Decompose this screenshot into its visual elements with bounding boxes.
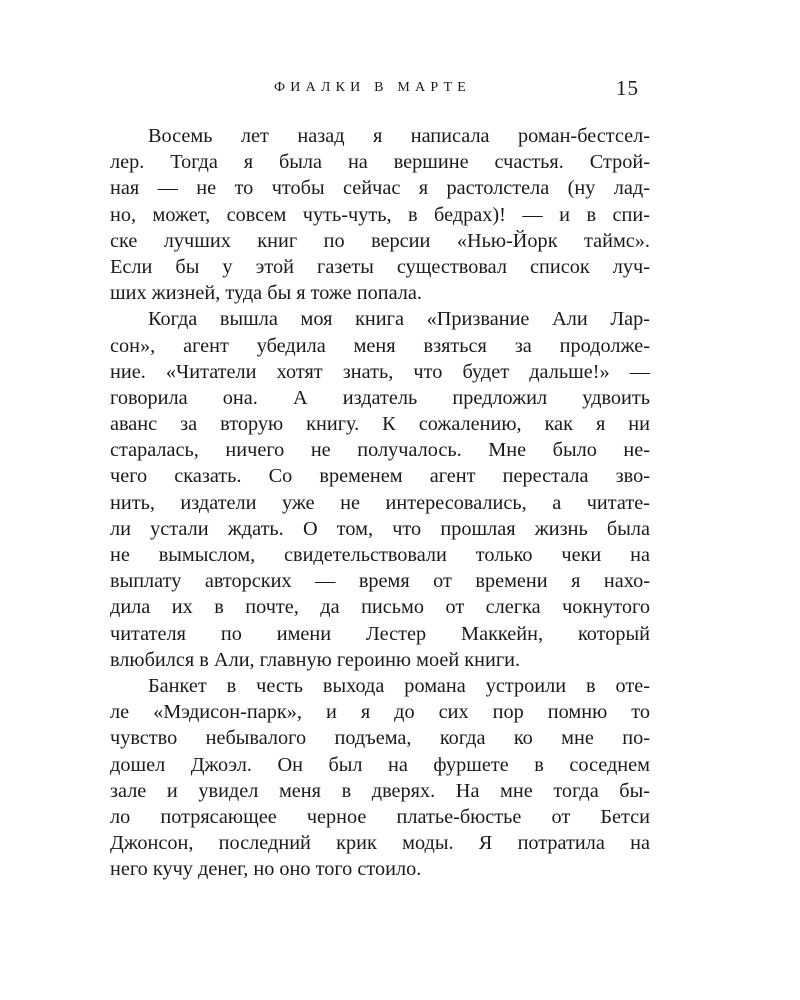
text-line: Если бы у этой газеты существовал список луч- xyxy=(110,255,650,278)
text-line: влюбился в Али, главную героиню моей книги. xyxy=(110,648,521,671)
text-line: аванс за вторую книгу. К сожалению, как я ни xyxy=(110,413,650,436)
text-line: чувство небывалого подъема, когда ко мне по- xyxy=(110,727,650,750)
text-line: лер. Тогда я была на вершине счастья. Строй- xyxy=(110,151,650,174)
text-line: зале и увидел меня в дверях. На мне тогда бы- xyxy=(110,779,650,802)
text-line: но, может, совсем чуть-чуть, в бедрах)! — и в спи- xyxy=(110,203,650,226)
running-header xyxy=(0,76,800,100)
text-line: не вымыслом, свидетельствовали только чеки на xyxy=(110,544,650,566)
text-line: Джонсон, последний крик моды. Я потратила на xyxy=(110,832,650,855)
text-line: чего сказать. Со временем агент перестала зво- xyxy=(110,465,650,488)
text-line: сон», агент убедила меня взяться за продолже- xyxy=(110,334,650,357)
running-title: ФИАЛКИ В МАРТЕ xyxy=(274,80,471,95)
text-line: ле «Мэдисон-парк», и я до сих пор помню то xyxy=(110,701,650,724)
text-line: старалась, ничего не получалось. Мне было не- xyxy=(110,439,650,462)
text-line: ли устали ждать. О том, что прошлая жизнь была xyxy=(110,517,650,540)
text-line: выплату авторских — время от времени я нахо- xyxy=(110,570,650,593)
page-number: 15 xyxy=(616,76,639,100)
text-line: ших жизней, туда бы я тоже попала. xyxy=(110,282,422,305)
text-line: него кучу денег, но оно того стоило. xyxy=(110,858,422,881)
text-line: ске лучших книг по версии «Нью-Йорк таймс». xyxy=(110,229,650,252)
text-line: дила их в почте, да письмо от слегка чокнутого xyxy=(110,596,650,619)
text-line: дошел Джоэл. Он был на фуршете в соседнем xyxy=(110,753,650,776)
text-line: Когда вышла моя книга «Призвание Али Лар- xyxy=(148,308,650,331)
text-line: Банкет в честь выхода романа устроили в оте- xyxy=(148,674,650,697)
text-line: нить, издатели уже не интересовались, а читате- xyxy=(110,491,650,514)
text-line: ная — не то чтобы сейчас я растолстела (ну лад- xyxy=(110,177,650,200)
body-text xyxy=(110,123,650,882)
text-line: ло потрясающее черное платье-бюстье от Бетси xyxy=(110,805,650,828)
text-line: Восемь лет назад я написала роман-бестсел- xyxy=(148,125,650,147)
text-line: ние. «Читатели хотят знать, что будет дальше!» — xyxy=(110,360,650,383)
text-line: говорила она. А издатель предложил удвоить xyxy=(110,386,650,409)
text-line: читателя по имени Лестер Маккейн, который xyxy=(110,622,650,645)
